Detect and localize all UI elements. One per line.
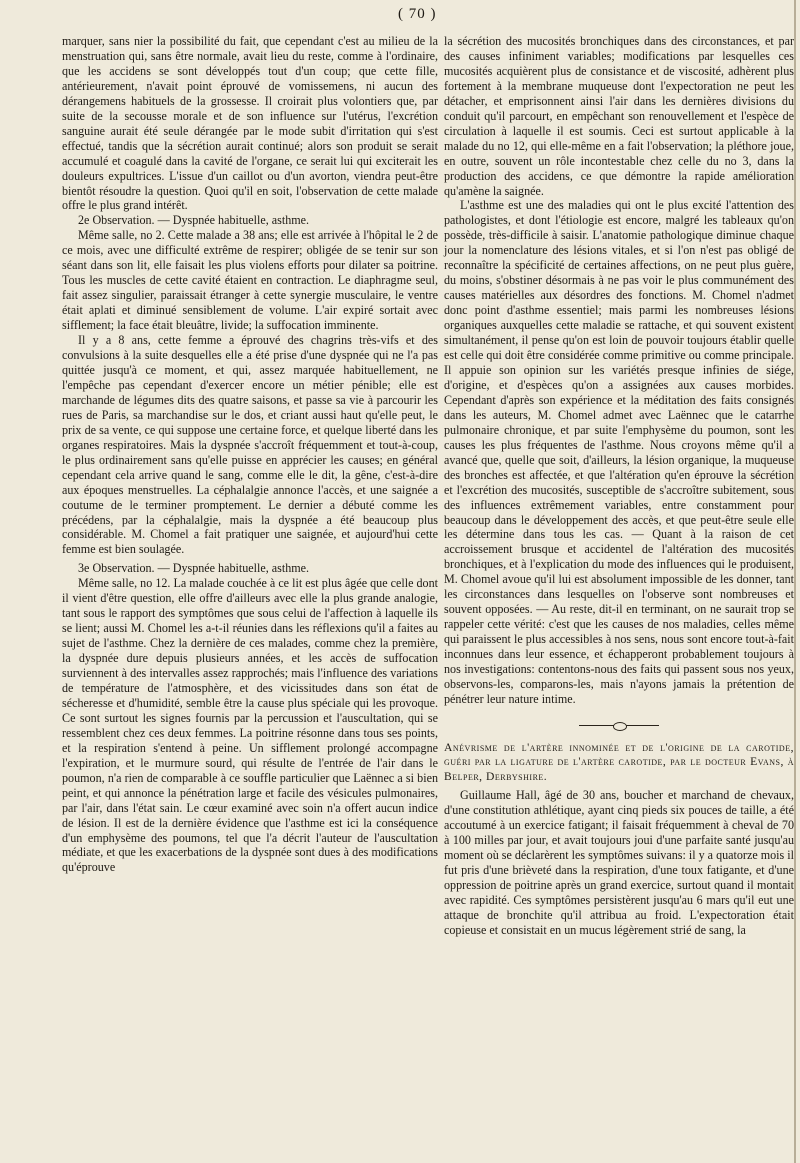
paragraph: Il y a 8 ans, cette femme a éprouvé des chagrins très-vifs et des convulsions à la suite desquelles elle a été prise d'une dyspnée qui ne l'a pas quittée jusqu'à ce moment, et qui, assez marquée habituellement, ne l'empêche pas cependant d'exercer encore un métier pénible; elle est marchande de légumes dits des quatre saisons, et passe sa vie à parcourir les rues de Paris, sa marchandise sur le dos, et criant aussi haut qu'elle peut, le prix de sa vente, ce qui suppose une certaine force, et quelque liberté dans les organes respiratoires. Mais la dyspnée s'accroît fréquemment et tout-à-coup, le plus ordinairement sans qu'elle puisse en apprécier les causes; en général cependant cela arrive quand le sang, comme elle le dit, la gêne, c'est-à-dire aux époques menstruelles. La céphalalgie annonce l'accès, et une saignée a coutume de le terminer promptement. Le dernier a débuté comme les précédens, par la céphalalgie, mais la dyspnée a été beaucoup plus considérable. M. Chomel a fait pratiquer une saignée, et aujourd'hui cette femme est bien soulagée. xyxy=(62,333,438,557)
right-column xyxy=(444,34,794,938)
paragraph: Même salle, no 12. La malade couchée à ce lit est plus âgée que celle dont il vient d'être question, elle offre d'ailleurs avec elle la plus grande analogie, tant sous le rapport des symptômes que sous celui de l'affection à laquelle ils se lient; aussi M. Chomel les a-t-il réunies dans les réflexions qu'il a faites au sujet de l'asthme. Chez la dernière de ces malades, comme chez la première, la dyspnée dure depuis plusieurs années, et les accès de suffocation surviennent à des intervalles assez rapprochés; mais l'influence des variations de température de l'atmosphère, et des vicissitudes dans son état de sécheresse et d'humidité, semble être la cause plus spéciale qui les provoque. Ce sont surtout les signes fournis par la percussion et l'auscultation, qui se ressemblent chez ces deux femmes. La poitrine résonne dans tous ses points, et la respiration s'entend à peine. Un sifflement prolongé accompagne l'expiration, et le murmure sourd, qui résulte de l'entrée de l'air dans le poumon, n'a rien de comparable à ce souffle particulier que Laënnec a si bien peint, et qui annonce la pénétration large et facile des vésicules pulmonaires, par l'air, dans l'état sain. Le cœur examiné avec soin n'a offert aucun indice de lésion. Il est de la dernière évidence que l'asthme est ici la conséquence d'un emphysème des poumons, tel que l'a décrit l'auteur de l'auscultation médiate, et que les exacerbations de la dyspnée sont dues à des modifications qu'éprouve xyxy=(62,576,438,875)
paragraph: la sécrétion des mucosités bronchiques dans des circonstances, et par des causes infiniment variables; modifications par lesquelles ces mucosités acquièrent plus de consistance et de viscosité, adhèrent plus fortement à la membrane muqueuse dont l'expectoration ne peut les détacher, et emprisonnent ainsi l'air dans les dernières divisions du conduit qu'il parcourt, en empêchant son renouvellement et l'espèce de circulation à laquelle il est soumis. Ceci est surtout applicable à la malade du no 12, qui elle-même en a fait l'observation; la pléthore joue, en outre, souvent un rôle incontestable chez celle du no 3, dans la production des accidens, ce que démontre la rapide amélioration qu'amène la saignée. xyxy=(444,34,794,198)
left-column xyxy=(62,34,438,875)
paragraph: Guillaume Hall, âgé de 30 ans, boucher et marchand de chevaux, d'une constitution athlétique, ayant cinq pieds six pouces de taille, a été accoutumé à un exercice fatigant; il faisait fréquemment à cheval de 70 à 100 milles par jour, et avait toujours joui d'une parfaite santé jusqu'au moment où se déclarèrent les symptômes suivans: il y a quatorze mois il fut pris d'une brièveté dans la respiration, d'une toux fatigante, et d'une oppression de poitrine après un grand exercice, surtout quand il montait avec rapidité. Ces symptômes persistèrent jusqu'au 6 mars qu'il eut une attaque de bronchite qu'il attribua au froid. L'expectoration était copieuse et consistait en un mucus légèrement strié de sang, la xyxy=(444,788,794,937)
paragraph: marquer, sans nier la possibilité du fait, que cependant c'est au milieu de la menstruation qui, sans être normale, avait lieu du reste, comme à l'ordinaire, que les accidens se sont développés tout d'un coup; que cette fille, antérieurement, n'avait point éprouvé de vomissemens, ni aucun des dérangemens habituels de la grossesse. Il croirait plus volontiers que, par suite de la secousse morale et de son influence sur l'utérus, l'excrétion sanguine aurait été seule dérangée par le mode subit d'irritation qui s'est effectué, tandis que la sécrétion aurait continué; alors son produit se serait accumulé et coagulé dans la cavité de l'organe, ce serait lui qui exciterait les douleurs expultrices. L'issue d'un caillot ou d'un avorton, viendra peut-être bientôt résoudre la question. Quoi qu'il en soit, l'observation de cette malade offre le plus grand intérêt. xyxy=(62,34,438,213)
paragraph: Même salle, no 2. Cette malade a 38 ans; elle est arrivée à l'hôpital le 2 de ce mois, avec une difficulté extrême de respirer; obligée de se tenir sur son séant dans son lit, elle faisait les plus violens efforts pour dilater sa poitrine. Tous les muscles de cette cavité étaient en contraction. Le diaphragme seul, fait assez singulier, paraissait étranger à cette synergie musculaire, le ventre était aplati et diminué sensiblement de volume. L'air expiré sortait avec sifflement; la face était bleuâtre, livide; la suffocation imminente. xyxy=(62,228,438,333)
observation-heading: 2e Observation. — Dyspnée habituelle, asthme. xyxy=(78,213,310,228)
article-title: Anévrisme de l'artère innominée et de l'origine de la carotide, guéri par la ligature de l'artère carotide, par le docteur Evans, à Belper, Derbyshire. xyxy=(444,740,794,783)
page-number: ( 70 ) xyxy=(398,6,437,22)
observation-heading: 3e Observation. — Dyspnée habituelle, asthme. xyxy=(78,561,310,576)
page-edge xyxy=(794,0,796,1163)
paragraph: L'asthme est une des maladies qui ont le plus excité l'attention des pathologistes, et dont l'étiologie est encore, malgré les tableaux qu'on possède, très-difficile à saisir. L'anatomie pathologique diminue chaque jour la nomenclature des lésions vitales, et si l'on n'est pas obligé de reconnaître la spécificité de certaines affections, on ne peut plus guère, du moins, s'obstiner désormais à ne pas voir le plus communément des causes matérielles aux désordres des fonctions. M. Chomel n'admet donc point d'asthme essentiel; mais parmi les nombreuses lésions organiques auxquelles cette maladie se rattache, et qui souvent existent simultanément, il pense qu'on est loin de pouvoir toujours établir quelle est celle qui doit être considérée comme primitive ou comme principale. Il appuie son opinion sur les variétés presque infinies de siége, d'origine, et d'espèces qu'on a assignées aux causes morbides. Cependant d'après son expérience et la méditation des faits consignés dans les auteurs, M. Chomel admet avec Laënnec que le catarrhe pulmonaire chronique, et par suite l'emphysème du poumon, sont les causes les plus fréquentes de l'asthme. Nous croyons même qu'il a avancé que, quelle que soit, d'ailleurs, la lésion organique, la muqueuse des bronches est affectée, et que l'altération qu'en éprouve la sécrétion et l'excrétion des mucosités, susceptible de s'accroître subitement, sous des influences extrêmement variables, entre constamment pour beaucoup dans le développement des accès, et que peut-être seule elle les détermine dans tous les cas. — Quant à la raison de cet accroissement brusque et accidentel de l'altération des mucosités bronchiques, et à l'explication du mode des influences qui le produisent, M. Chomel avoue qu'il lui est absolument impossible de les donner, tant les circonstances dans lesquelles on l'observe sont nombreuses et souvent opposées. — Au reste, dit-il en terminant, on ne saurait trop se rappeler cette vérité: c'est que les causes de nos maladies, celles même qui paraissent le plus accessibles à nos sens, nous sont encore tout-à-fait inconnues dans leur essence, et échapperont probablement toujours à nos investigations: contentons-nous des faits qui passent sous nos yeux, observons-les, comparons-les, mais n'ayons jamais la prétention de pénétrer leur nature intime. xyxy=(444,198,794,706)
ornamental-divider xyxy=(579,721,659,731)
